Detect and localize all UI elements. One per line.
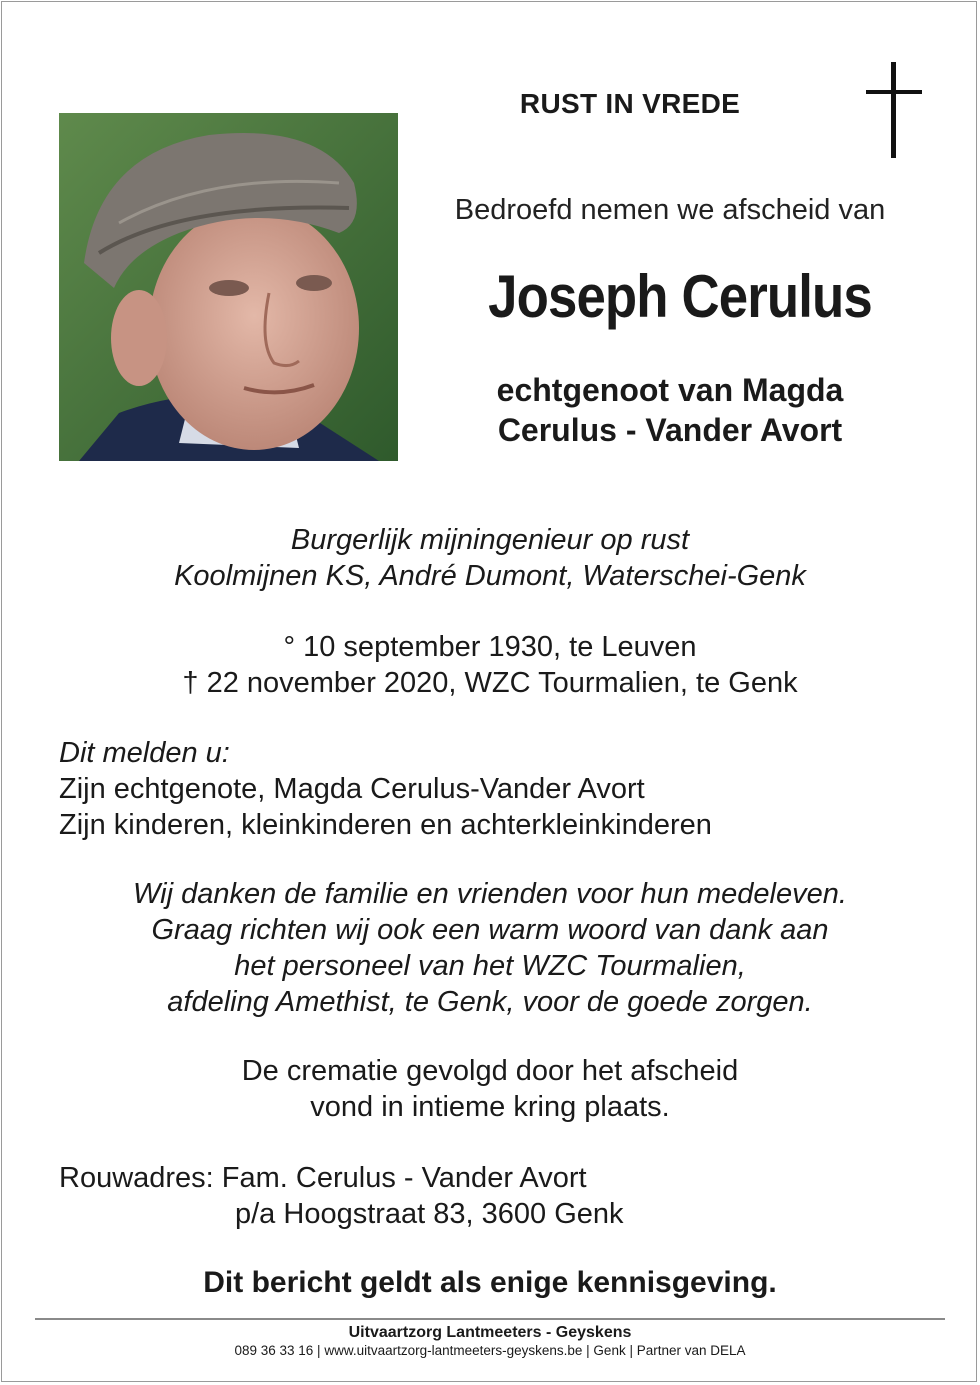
thanks-line: afdeling Amethist, te Genk, voor de goede zorgen. [167, 986, 813, 1018]
announcers-heading: Dit melden u: [59, 737, 230, 769]
funeral-home-contact: 089 36 33 16 | www.uitvaartzorg-lantmeeters-geyskens.be | Genk | Partner van DELA [234, 1343, 746, 1358]
address-line: Rouwadres: Fam. Cerulus - Vander Avort [59, 1162, 587, 1194]
announcer-line: Zijn echtgenote, Magda Cerulus-Vander Avort [59, 773, 645, 805]
thanks-line: Graag richten wij ook een warm woord van dank aan [151, 914, 829, 946]
spouse-block [420, 370, 920, 450]
spouse-line: echtgenoot van Magda [496, 372, 844, 408]
announcers-block [59, 735, 939, 843]
address-line: p/a Hoogstraat 83, 3600 Genk [235, 1198, 624, 1230]
notice-text: Dit bericht geldt als enige kennisgeving. [203, 1266, 777, 1299]
footer-divider [35, 1318, 945, 1320]
rip-heading: RUST IN VREDE [519, 88, 741, 119]
funeral-home-name: Uitvaartzorg Lantmeeters - Geyskens [348, 1324, 632, 1341]
ceremony-line: vond in intieme kring plaats. [310, 1091, 670, 1123]
thanks-block [30, 876, 950, 1020]
deceased-name: Joseph Cerulus [488, 263, 872, 330]
ceremony-block [30, 1053, 950, 1125]
address-block [59, 1160, 939, 1232]
death-date: † 22 november 2020, WZC Tourmalien, te Genk [182, 667, 798, 699]
thanks-line: Wij danken de familie en vrienden voor hun medeleven. [133, 878, 847, 910]
ceremony-line: De crematie gevolgd door het afscheid [241, 1055, 739, 1087]
spouse-line: Cerulus - Vander Avort [497, 412, 843, 448]
profession-line: Koolmijnen KS, André Dumont, Waterschei-Genk [174, 560, 806, 592]
profession-line: Burgerlijk mijningenieur op rust [290, 524, 690, 556]
birth-date: ° 10 september 1930, te Leuven [283, 631, 697, 663]
announcer-line: Zijn kinderen, kleinkinderen en achterkleinkinderen [59, 809, 712, 841]
dates-block [30, 629, 950, 701]
thanks-line: het personeel van het WZC Tourmalien, [234, 950, 746, 982]
cross-icon [866, 62, 922, 158]
intro-text: Bedroefd nemen we afscheid van [454, 194, 886, 226]
profession-block [30, 522, 950, 594]
portrait-photo [59, 113, 398, 461]
